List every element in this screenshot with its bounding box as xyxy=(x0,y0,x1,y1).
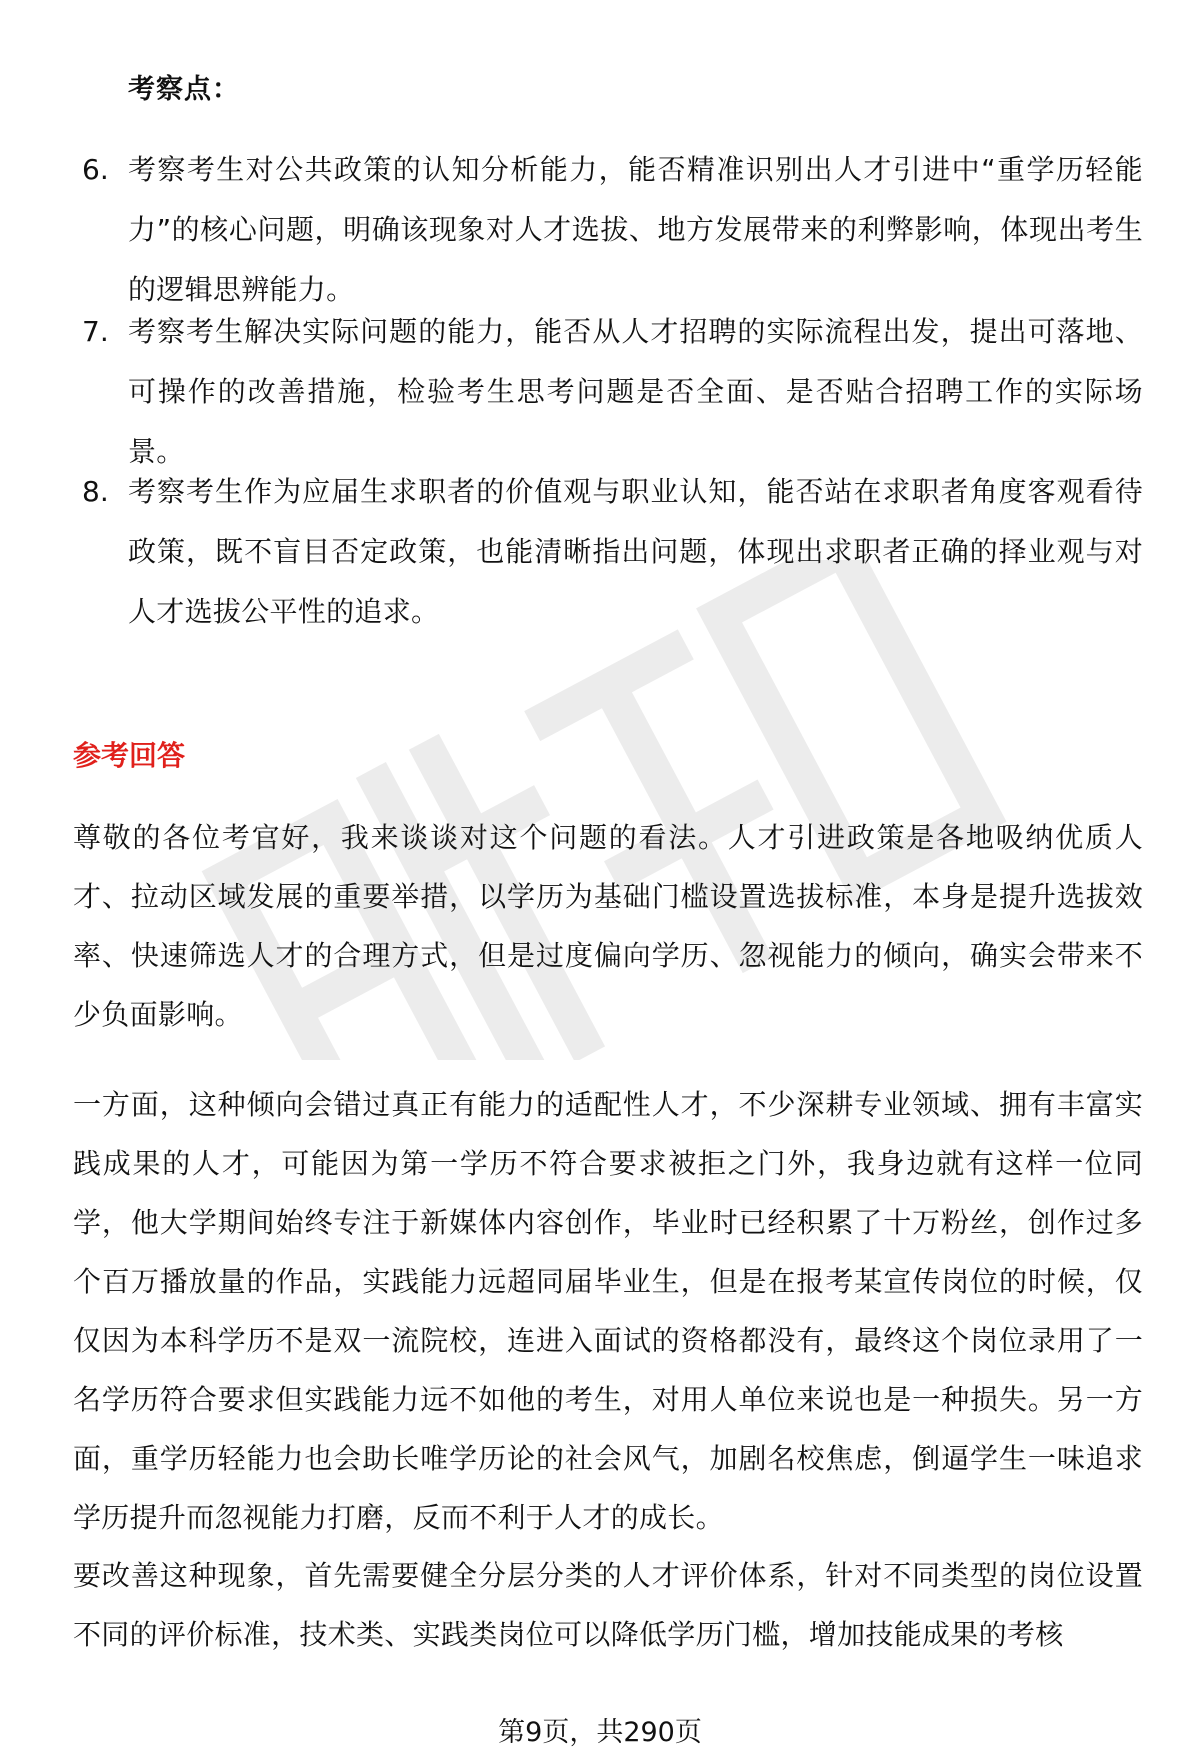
list-item-number: 8. xyxy=(82,475,109,508)
list-item-number: 6. xyxy=(82,153,109,186)
page-number: 第9页，共290页 xyxy=(498,1717,702,1748)
list-item-text: 考察考生作为应届生求职者的价值观与职业认知，能否站在求职者角度客观看待政策，既不盲目否定政策，也能清晰指出问题，体现出求职者正确的择业观与对人才选拔公平性的追求。 xyxy=(128,475,1143,628)
list-item-number: 7. xyxy=(82,315,109,348)
answer-paragraph: 尊敬的各位考官好，我来谈谈对这个问题的看法。人才引进政策是各地吸纳优质人才、拉动区域发展的重要举措，以学历为基础门槛设置选拔标准，本身是提升选拔效率、快速筛选人才的合理方式，但是过度偏向学历、忽视能力的倾向，确实会带来不少负面影响。 xyxy=(73,821,1143,1031)
exam-points-heading: 考察点： xyxy=(128,74,240,105)
answer-paragraph: 要改善这种现象，首先需要健全分层分类的人才评价体系，针对不同类型的岗位设置不同的评价标准，技术类、实践类岗位可以降低学历门槛，增加技能成果的考核 xyxy=(73,1559,1143,1651)
list-item-text: 考察考生解决实际问题的能力，能否从人才招聘的实际流程出发，提出可落地、可操作的改善措施，检验考生思考问题是否全面、是否贴合招聘工作的实际场景。 xyxy=(128,315,1143,468)
list-item-text: 考察考生对公共政策的认知分析能力，能否精准识别出人才引进中“重学历轻能力”的核心问题，明确该现象对人才选拔、地方发展带来的利弊影响，体现出考生的逻辑思辨能力。 xyxy=(128,153,1143,306)
reference-answer-title: 参考回答 xyxy=(73,739,186,772)
answer-paragraph: 一方面，这种倾向会错过真正有能力的适配性人才，不少深耕专业领域、拥有丰富实践成果的人才，可能因为第一学历不符合要求被拒之门外，我身边就有这样一位同学，他大学期间始终专注于新媒体内容创作，毕业时已经积累了十万粉丝，创作过多个百万播放量的作品，实践能力远超同届毕业生，但是在报考某宣传岗位的时候，仅仅因为本科学历不是双一流院校，连进入面试的资格都没有，最终这个岗位录用了一名学历符合要求但实践能力远不如他的考生，对用人单位来说也是一种损失。另一方面，重学历轻能力也会助长唯学历论的社会风气，加剧名校焦虑，倒逼学生一味追求学历提升而忽视能力打磨，反而不利于人才的成长。 xyxy=(73,1088,1143,1534)
